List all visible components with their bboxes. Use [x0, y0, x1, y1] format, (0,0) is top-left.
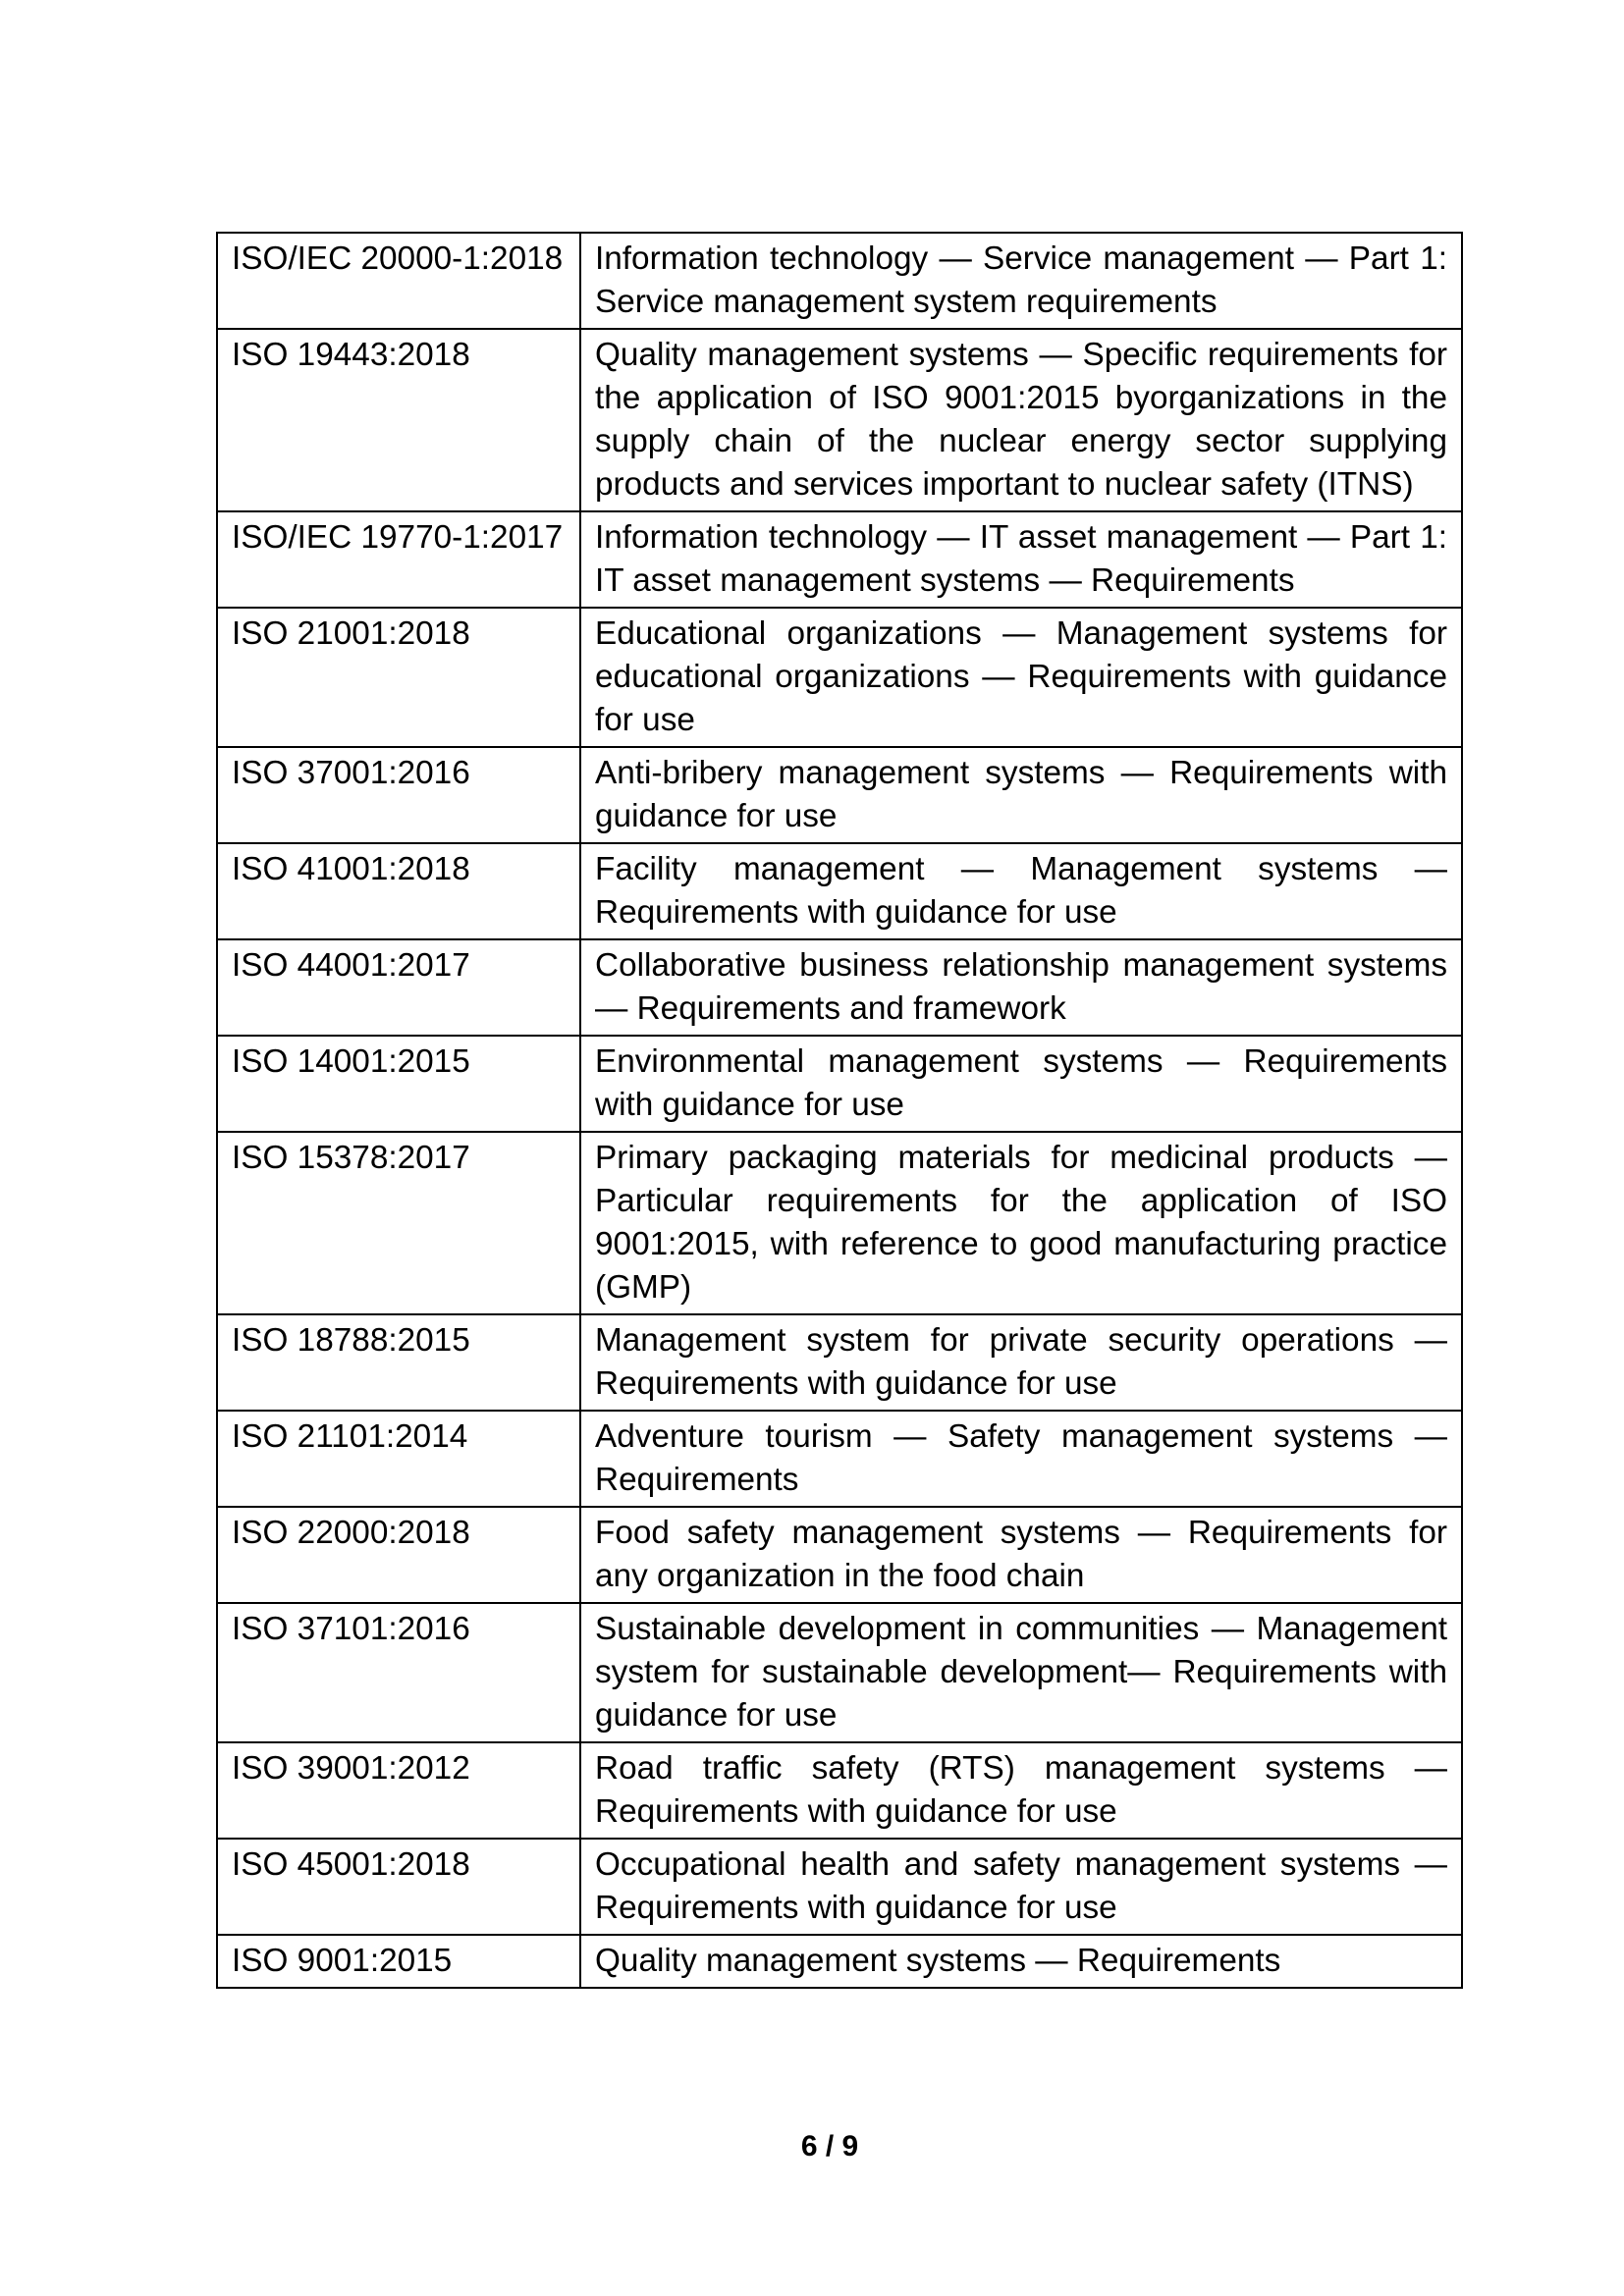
standard-description-cell: Adventure tourism — Safety management systems — Requirements [580, 1411, 1462, 1507]
page-number: 6 / 9 [800, 2130, 859, 2163]
standard-code-cell: ISO 15378:2017 [217, 1132, 580, 1314]
table-row [217, 1507, 1462, 1603]
standard-code-cell: ISO 44001:2017 [217, 939, 580, 1036]
standard-code-cell: ISO 21001:2018 [217, 608, 580, 747]
table-row [217, 1314, 1462, 1411]
standard-code-cell: ISO 14001:2015 [217, 1036, 580, 1132]
standard-description-cell: Sustainable development in communities — Management system for sustainable development— Requirements with guidance for use [580, 1603, 1462, 1742]
table-row [217, 1132, 1462, 1314]
standard-code-cell: ISO/IEC 19770-1:2017 [217, 511, 580, 608]
standard-code-cell: ISO 21101:2014 [217, 1411, 580, 1507]
standard-description-cell: Road traffic safety (RTS) management systems — Requirements with guidance for use [580, 1742, 1462, 1839]
standard-code-cell: ISO 37101:2016 [217, 1603, 580, 1742]
table-row [217, 939, 1462, 1036]
table-row [217, 1935, 1462, 1988]
standard-description-cell: Quality management systems — Requirements [580, 1935, 1462, 1988]
standard-code-cell: ISO/IEC 20000-1:2018 [217, 233, 580, 329]
standard-code-cell: ISO 41001:2018 [217, 843, 580, 939]
standard-description-cell: Environmental management systems — Requirements with guidance for use [580, 1036, 1462, 1132]
table-row [217, 1839, 1462, 1935]
standard-code-cell: ISO 19443:2018 [217, 329, 580, 511]
standard-description-cell: Quality management systems — Specific requirements for the application of ISO 9001:2015 byorganizations in the supply chain of the nuclear energy sector supplying products and services important to nuclear safety (ITNS) [580, 329, 1462, 511]
standard-description-cell: Facility management — Management systems — Requirements with guidance for use [580, 843, 1462, 939]
table-row [217, 1036, 1462, 1132]
table-row [217, 747, 1462, 843]
table-row [217, 233, 1462, 329]
standard-code-cell: ISO 9001:2015 [217, 1935, 580, 1988]
standard-description-cell: Management system for private security operations — Requirements with guidance for use [580, 1314, 1462, 1411]
iso-standards-table [216, 232, 1463, 1989]
standard-description-cell: Educational organizations — Management systems for educational organizations — Requirements with guidance for use [580, 608, 1462, 747]
standard-code-cell: ISO 22000:2018 [217, 1507, 580, 1603]
table-row [217, 843, 1462, 939]
standard-description-cell: Primary packaging materials for medicinal products — Particular requirements for the application of ISO 9001:2015, with reference to good manufacturing practice (GMP) [580, 1132, 1462, 1314]
table-row [217, 511, 1462, 608]
standard-description-cell: Food safety management systems — Requirements for any organization in the food chain [580, 1507, 1462, 1603]
table-row [217, 1742, 1462, 1839]
standard-description-cell: Occupational health and safety management systems — Requirements with guidance for use [580, 1839, 1462, 1935]
standard-code-cell: ISO 37001:2016 [217, 747, 580, 843]
table-row [217, 608, 1462, 747]
table-row [217, 1411, 1462, 1507]
standard-description-cell: Anti-bribery management systems — Requirements with guidance for use [580, 747, 1462, 843]
standard-description-cell: Information technology — Service management — Part 1: Service management system requirements [580, 233, 1462, 329]
table-row [217, 1603, 1462, 1742]
standard-code-cell: ISO 45001:2018 [217, 1839, 580, 1935]
standard-code-cell: ISO 18788:2015 [217, 1314, 580, 1411]
table-row [217, 329, 1462, 511]
table-body [217, 233, 1462, 1988]
standard-description-cell: Collaborative business relationship management systems — Requirements and framework [580, 939, 1462, 1036]
standard-description-cell: Information technology — IT asset management — Part 1: IT asset management systems — Requirements [580, 511, 1462, 608]
standard-code-cell: ISO 39001:2012 [217, 1742, 580, 1839]
